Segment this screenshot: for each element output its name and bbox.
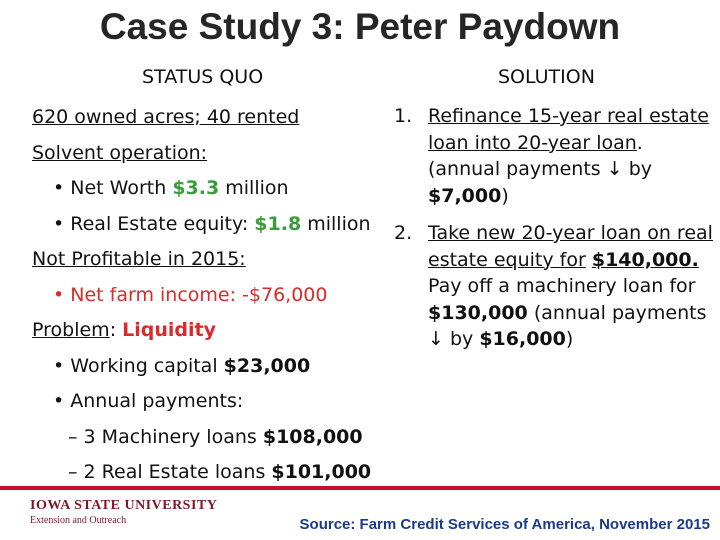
footer-divider bbox=[0, 486, 720, 490]
real-estate-equity-line bbox=[32, 207, 382, 243]
net-worth-line bbox=[32, 171, 382, 207]
pay-off-text: Pay off a machinery loan for bbox=[428, 275, 696, 297]
by-text: by bbox=[628, 158, 653, 180]
annual-payments-label: Annual payments: bbox=[70, 390, 244, 412]
bullet-icon: • bbox=[53, 212, 65, 235]
problem-line bbox=[32, 313, 382, 349]
machinery-loans-value: $108,000 bbox=[262, 425, 363, 448]
new-loan-text: Take new 20-year loan on real estate equity for bbox=[428, 222, 713, 271]
net-farm-income-line bbox=[32, 278, 382, 314]
item-number: 1. bbox=[394, 105, 413, 127]
solution-item-2 bbox=[394, 220, 716, 353]
solution-column bbox=[394, 103, 716, 353]
dash-icon: – bbox=[68, 461, 78, 483]
net-worth-value: $3.3 bbox=[172, 177, 220, 199]
arrow-down-icon: ↓ bbox=[606, 158, 623, 180]
problem-label: Problem bbox=[32, 319, 110, 341]
savings-value: $7,000 bbox=[428, 184, 502, 207]
by-text: by bbox=[449, 328, 474, 350]
solution-heading: SOLUTION bbox=[498, 66, 595, 88]
problem-colon: : bbox=[109, 319, 117, 341]
problem-value: Liquidity bbox=[122, 319, 216, 341]
net-worth-label: Net Worth bbox=[70, 177, 167, 199]
bullet-icon: • bbox=[53, 354, 65, 377]
not-profitable-heading: Not Profitable in 2015: bbox=[32, 248, 246, 270]
real-estate-loans-value: $101,000 bbox=[271, 461, 372, 483]
annual-payments-text: (annual payments bbox=[428, 158, 601, 180]
logo-main-text: IOWA STATE UNIVERSITY bbox=[30, 498, 218, 513]
machinery-loans-line bbox=[32, 420, 382, 456]
savings-value: $16,000 bbox=[479, 328, 566, 350]
machinery-payoff-value: $130,000 bbox=[428, 301, 528, 324]
status-quo-column bbox=[32, 100, 382, 491]
close-paren: ) bbox=[565, 328, 574, 350]
net-farm-income: Net farm income: -$76,000 bbox=[70, 283, 328, 306]
item-number: 2. bbox=[394, 222, 413, 244]
real-estate-loans-label: 2 Real Estate loans bbox=[83, 461, 266, 483]
source-citation: Source: Farm Credit Services of America, November 2015 bbox=[299, 516, 710, 533]
slide-title: Case Study 3: Peter Paydown bbox=[99, 6, 621, 47]
re-equity-value: $1.8 bbox=[254, 212, 302, 235]
bullet-icon: • bbox=[53, 283, 65, 306]
annual-payments-text: (annual payments bbox=[533, 301, 707, 324]
university-logo bbox=[30, 498, 217, 526]
re-equity-label: Real Estate equity: bbox=[70, 212, 249, 235]
dash-icon: – bbox=[68, 425, 78, 448]
acres-text: 620 owned acres; 40 rented bbox=[32, 106, 300, 128]
re-equity-unit: million bbox=[307, 212, 371, 235]
status-quo-heading: STATUS QUO bbox=[142, 66, 264, 88]
refinance-text: Refinance 15-year real estate loan into 20-year loan bbox=[428, 105, 709, 154]
period: . bbox=[636, 131, 643, 154]
machinery-loans-label: 3 Machinery loans bbox=[83, 425, 257, 448]
bullet-icon: • bbox=[53, 177, 65, 199]
working-capital-line bbox=[32, 349, 382, 385]
solvent-heading: Solvent operation: bbox=[32, 141, 208, 164]
annual-payments-line bbox=[32, 384, 382, 420]
working-capital-label: Working capital bbox=[70, 354, 218, 377]
close-paren: ) bbox=[501, 184, 509, 207]
net-worth-unit: million bbox=[225, 177, 289, 199]
new-loan-value: $140,000. bbox=[591, 248, 699, 271]
solution-item-1 bbox=[394, 103, 716, 209]
arrow-down-icon: ↓ bbox=[428, 328, 444, 350]
bullet-icon: • bbox=[53, 390, 65, 412]
working-capital-value: $23,000 bbox=[223, 354, 311, 377]
logo-sub-text: Extension and Outreach bbox=[30, 515, 127, 526]
